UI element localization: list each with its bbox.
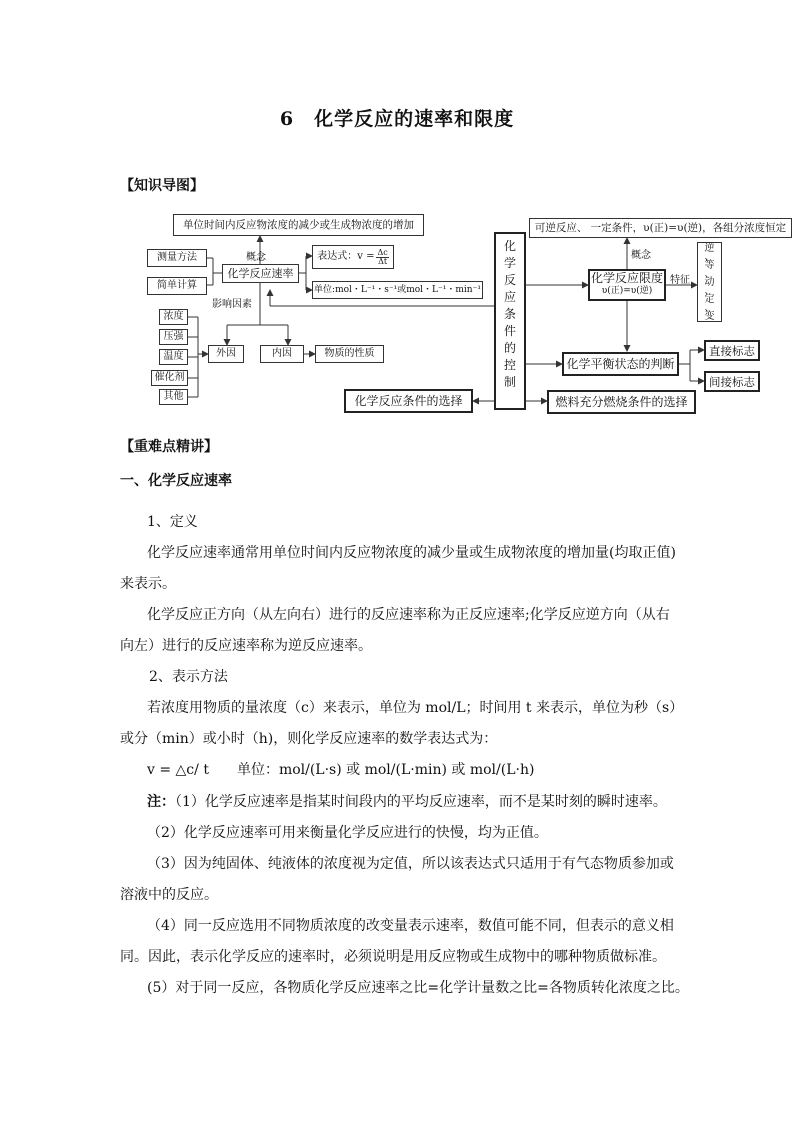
reaction-rate-box: 化学反应速率 [222, 264, 299, 283]
note-line: 溶液中的反应。 [120, 887, 218, 903]
reaction-limit-sub: υ(正)=υ(逆) [601, 286, 653, 296]
definition-line: 化学反应速率通常用单位时间内反应物浓度的减少量或生成物浓度的增加量(均取正值) [147, 545, 676, 561]
direct-sign-box: 直接标志 [704, 340, 760, 361]
external-cause-box: 外因 [208, 345, 244, 363]
expression-line: 若浓度用物质的量浓度（c）来表示，单位为 mol/L；时间用 t 来表示，单位为秒（s） [147, 700, 684, 716]
feature-char: 、 [704, 268, 715, 280]
note-line: （2）化学反应速率可用来衡量化学反应进行的快慢，均为正值。 [147, 825, 548, 841]
indirect-sign-box: 间接标志 [704, 371, 760, 392]
definition-line: 来表示。 [120, 576, 176, 592]
note-line: （3）因为纯固体、纯液体的浓度视为定值，所以该表达式只适用于有气态物质参加或 [147, 856, 674, 872]
rate-definition-box: 单位时间内反应物浓度的减少或生成物浓度的增加 [173, 214, 424, 236]
factor-temperature: 温度 [159, 349, 188, 365]
influence-label: 影响因素 [212, 299, 252, 310]
control-char: 化 [503, 239, 516, 253]
factor-catalyst: 催化剂 [151, 370, 188, 386]
reaction-limit-box [588, 269, 666, 301]
rate-formula: v = △c/ t 单位：mol/(L·s) 或 mol/(L·min) 或 mol/(L·h) [147, 762, 535, 778]
note-line [147, 794, 667, 810]
definition-heading: 1、定义 [147, 514, 198, 530]
note-text: （1）化学反应速率是指某时间段内的平均反应速率，而不是某时刻的瞬时速率。 [175, 794, 667, 810]
note-line: （4）同一反应选用不同物质浓度的改变量表示速率，数值可能不同，但表示的意义相 [147, 918, 674, 934]
page-title: 6 化学反应的速率和限度 [279, 108, 515, 130]
control-char: 件 [503, 324, 516, 338]
factor-concentration: 浓度 [159, 309, 188, 325]
definition-line: 化学反应正方向（从左向右）进行的反应速率称为正反应速率;化学反应逆方向（从右 [147, 607, 670, 623]
feature-char: 、 [704, 251, 715, 263]
expression-line: 或分（min）或小时（h)，则化学反应速率的数学表达式为： [120, 731, 498, 747]
concept-label-right: 概念 [631, 250, 651, 261]
control-char: 反 [503, 273, 516, 287]
reversible-concept-box: 可逆反应、 一定条件，υ(正)=υ(逆)，各组分浓度恒定 [529, 218, 792, 238]
control-char: 控 [503, 358, 516, 372]
internal-cause-box: 内因 [260, 345, 304, 363]
control-char: 条 [503, 307, 516, 321]
condition-control-box [494, 232, 526, 410]
knowledge-map-heading: 【知识导图】 [120, 178, 204, 194]
features-text [698, 245, 721, 322]
equilibrium-judgment-box: 化学平衡状态的判断 [562, 352, 679, 376]
substance-nature-box: 物质的性质 [315, 345, 384, 363]
note-line: (5）对于同一反应，各物质化学反应速率之比=化学计量数之比=各物质转化浓度之比。 [147, 980, 689, 996]
feature-char: 、 [704, 302, 715, 314]
expression-prefix: 表达式：v = [317, 251, 375, 262]
feature-char: 动 [704, 277, 715, 288]
expression-fraction [376, 249, 388, 266]
factor-other: 其他 [159, 389, 188, 405]
section-heading: 一、化学反应速率 [120, 473, 232, 489]
measure-method-box: 测量方法 [147, 249, 207, 267]
feature-label: 特征 [670, 275, 690, 286]
feature-char: 逆 [704, 243, 715, 254]
key-points-heading: 【重难点精讲】 [120, 439, 218, 455]
features-box [697, 242, 722, 322]
condition-control-text [496, 238, 524, 391]
reaction-limit-label: 化学反应限度 [590, 271, 663, 285]
concept-label-left: 概念 [246, 252, 266, 263]
control-char: 的 [503, 341, 516, 355]
fuel-combustion-box: 燃料充分燃烧条件的选择 [547, 390, 696, 414]
feature-char: 等 [704, 260, 715, 271]
feature-char: 定 [704, 294, 715, 305]
condition-selection-box: 化学反应条件的选择 [344, 389, 473, 413]
note-label: 注： [147, 794, 175, 810]
expression-box [312, 245, 394, 269]
factor-pressure: 压强 [159, 329, 188, 345]
expression-heading: 2、表示方法 [149, 669, 228, 685]
feature-char: 、 [704, 285, 715, 297]
control-char: 应 [503, 290, 516, 304]
unit-box: 单位:mol・L⁻¹・s⁻¹或mol・L⁻¹・min⁻¹ [312, 281, 483, 299]
fraction-denominator: Δt [378, 256, 388, 266]
fraction-numerator: Δc [377, 247, 388, 257]
definition-line: 向左）进行的反应速率称为逆反应速率。 [120, 638, 372, 654]
note-line: 同。因此，表示化学反应的速率时，必须说明是用反应物或生成物中的哪种物质做标准。 [120, 949, 666, 965]
control-char: 学 [503, 256, 516, 270]
simple-calc-box: 简单计算 [147, 277, 207, 295]
control-char: 制 [503, 375, 516, 389]
feature-char: 变 [704, 311, 715, 322]
